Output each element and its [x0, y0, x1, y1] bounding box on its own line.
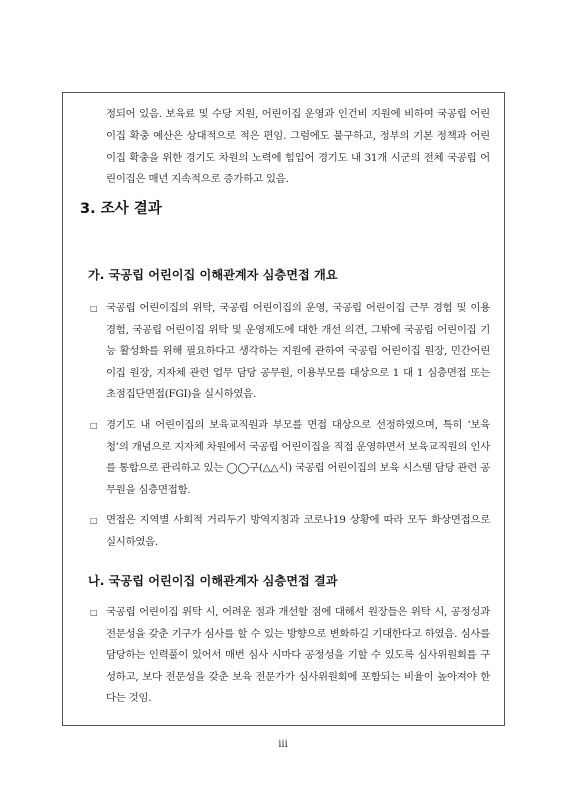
bullet-text: 국공립 어린이집의 위탁, 국공립 어린이집의 운영, 국공립 어린이집 근무 경험 및 이용 경험, 국공립 어린이집 위탁 및 운영제도에 대한 개선 의견, 그밖에 국공립 어린이집 기능 활성화를 위해 필요하다고 생각하는 지원에 관하여 국공립 어린이집 원장, 민간어린이집 원장, 지자체 관련 업무 담당 공무원, 이용부모를 대상으로 1 대 1 심층면접 또는 초점집단면접(FGI)을 실시하였음.: [106, 302, 490, 401]
square-bullet-icon: □: [90, 420, 98, 430]
bullet-item: [90, 298, 490, 406]
section-title: 3. 조사 결과: [80, 201, 162, 217]
intro-paragraph: 정되어 있음. 보육료 및 수당 지원, 어린이집 운영과 인건비 지원에 비하여 국공립 어린이집 확충 예산은 상대적으로 적은 편임. 그럼에도 불구하고, 정부의 기본 정책과 어린이집 확충을 위한 경기도 차원의 노력에 힘입어 경기도 내 31개 시군의 전체 국공립 어린이집은 매년 지속적으로 증가하고 있음.: [106, 108, 490, 186]
bullet-item: [90, 415, 490, 501]
subsection-b-bullet-list: [90, 602, 490, 719]
bullet-item: [90, 510, 490, 553]
subsection-b-title: 나. 국공립 어린이집 이해관계자 심층면접 결과: [88, 574, 338, 588]
square-bullet-icon: □: [90, 608, 98, 617]
subsection-a-bullet-list: [90, 298, 490, 563]
bullet-text: 경기도 내 어린이집의 보육교직원과 부모를 면접 대상으로 선정하였으며, 특히 ‘보육청’의 개념으로 지자체 차원에서 국공립 어린이집을 직접 운영하면서 보육교직원의 인사를 통합으로 관리하고 있는 ◯◯구(△△시) 국공립 어린이집의 보육 시스템 담당 관련 공무원을 심층면접함.: [106, 418, 490, 496]
bullet-text: 면접은 지역별 사회적 거리두기 방역지침과 코로나19 상황에 따라 모두 화상면접으로 실시하였음.: [106, 514, 490, 548]
square-bullet-icon: □: [90, 304, 98, 313]
square-bullet-icon: □: [90, 516, 98, 526]
bullet-text: 국공립 어린이집 위탁 시, 어려운 점과 개선할 점에 대해서 원장들은 위탁 시, 공정성과 전문성을 갖춘 기구가 심사를 할 수 있는 방향으로 변화하길 기대한다고 하였음. 심사를 담당하는 인력풀이 있어서 매번 심사 시마다 공정성을 기할 수 있도록 심사위원회를 구성하고, 보다 전문성을 갖춘 보육 전문가가 심사위원회에 포함되는 비율이 높아져야 한다는 것임.: [106, 606, 490, 705]
page-number: iii: [278, 739, 288, 750]
subsection-a-title: 가. 국공립 어린이집 이해관계자 심층면접 개요: [88, 268, 338, 282]
bullet-item: [90, 602, 490, 710]
